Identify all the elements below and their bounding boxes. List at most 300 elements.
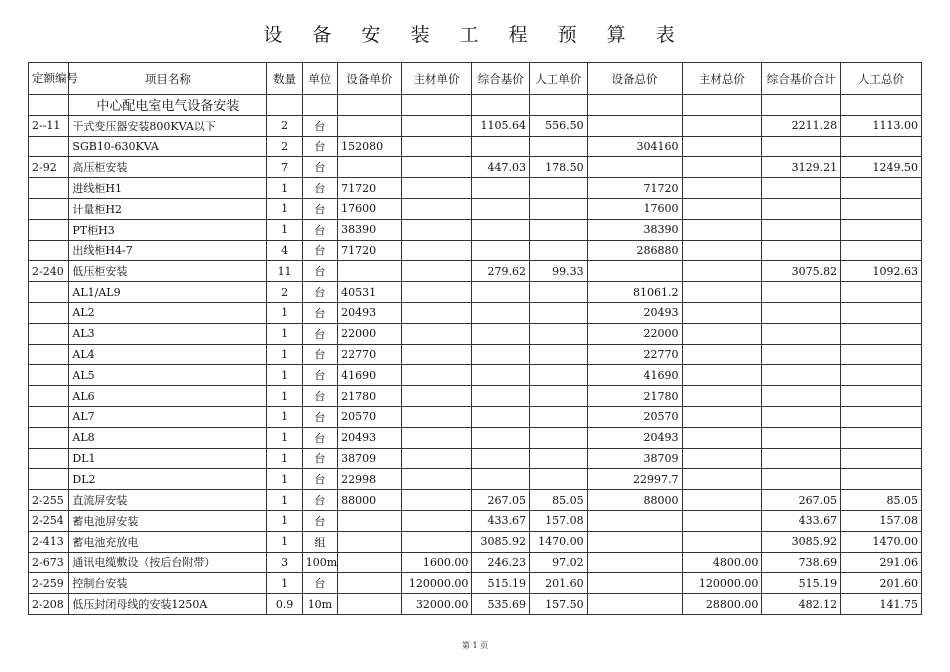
- table-row: [29, 136, 922, 157]
- cell-labor-total: 141.75: [841, 594, 922, 615]
- cell-equip-unit-price: 152080: [338, 136, 402, 157]
- cell-labor-total: 157.08: [841, 510, 922, 531]
- table-row: [29, 219, 922, 240]
- cell-labor-unit-price: [530, 344, 588, 365]
- cell-main-total: [682, 448, 762, 469]
- cell-name: 出线柜H4-7: [69, 240, 267, 261]
- cell-labor-total: [841, 95, 922, 116]
- cell-comp-base-price: [472, 427, 530, 448]
- cell-labor-total: 1249.50: [841, 157, 922, 178]
- cell-comp-base-total: [762, 178, 841, 199]
- cell-equip-unit-price: [338, 157, 402, 178]
- cell-labor-total: [841, 302, 922, 323]
- cell-main-total: [682, 240, 762, 261]
- cell-unit: [302, 95, 337, 116]
- cell-unit: 组: [302, 531, 337, 552]
- cell-comp-base-price: [472, 302, 530, 323]
- cell-comp-base-total: 433.67: [762, 510, 841, 531]
- cell-qty: 1: [267, 302, 302, 323]
- cell-qty: 1: [267, 469, 302, 490]
- cell-labor-unit-price: 85.05: [530, 490, 588, 511]
- cell-main-total: [682, 323, 762, 344]
- cell-code: [29, 95, 69, 116]
- cell-labor-total: [841, 365, 922, 386]
- cell-labor-unit-price: [530, 178, 588, 199]
- cell-comp-base-total: [762, 219, 841, 240]
- cell-comp-base-total: [762, 198, 841, 219]
- table-row: [29, 448, 922, 469]
- header-qty: 数量: [267, 63, 302, 95]
- cell-name: AL8: [69, 427, 267, 448]
- budget-table: [28, 62, 922, 615]
- cell-main-total: [682, 531, 762, 552]
- cell-comp-base-total: [762, 136, 841, 157]
- cell-name: 计量柜H2: [69, 198, 267, 219]
- cell-name: AL4: [69, 344, 267, 365]
- cell-equip-unit-price: 88000: [338, 490, 402, 511]
- cell-unit: 台: [302, 261, 337, 282]
- cell-main-unit-price: [401, 219, 472, 240]
- cell-code: [29, 469, 69, 490]
- cell-main-unit-price: [401, 531, 472, 552]
- cell-comp-base-price: 246.23: [472, 552, 530, 573]
- cell-main-total: [682, 261, 762, 282]
- table-row: [29, 573, 922, 594]
- cell-labor-total: [841, 427, 922, 448]
- cell-qty: 3: [267, 552, 302, 573]
- cell-comp-base-total: 2211.28: [762, 115, 841, 136]
- cell-labor-total: 85.05: [841, 490, 922, 511]
- cell-qty: 1: [267, 510, 302, 531]
- cell-unit: 台: [302, 510, 337, 531]
- cell-code: 2-259: [29, 573, 69, 594]
- table-row: [29, 344, 922, 365]
- cell-equip-total: 81061.2: [587, 282, 682, 303]
- cell-labor-total: 1113.00: [841, 115, 922, 136]
- cell-qty: 1: [267, 490, 302, 511]
- cell-name: AL5: [69, 365, 267, 386]
- cell-equip-unit-price: [338, 573, 402, 594]
- cell-comp-base-price: [472, 344, 530, 365]
- table-row: [29, 323, 922, 344]
- table-row: [29, 240, 922, 261]
- table-header-row: [29, 63, 922, 95]
- cell-unit: 100m: [302, 552, 337, 573]
- cell-main-unit-price: [401, 448, 472, 469]
- cell-name: 控制台安装: [69, 573, 267, 594]
- cell-qty: 1: [267, 323, 302, 344]
- cell-code: 2--11: [29, 115, 69, 136]
- cell-equip-unit-price: 38390: [338, 219, 402, 240]
- cell-name: 高压柜安装: [69, 157, 267, 178]
- cell-comp-base-price: [472, 95, 530, 116]
- cell-main-total: [682, 469, 762, 490]
- cell-labor-total: 1092.63: [841, 261, 922, 282]
- cell-comp-base-total: [762, 406, 841, 427]
- cell-name: 通讯电缆敷设（按后台附带）: [69, 552, 267, 573]
- cell-labor-unit-price: [530, 198, 588, 219]
- cell-comp-base-total: 3085.92: [762, 531, 841, 552]
- cell-main-unit-price: [401, 510, 472, 531]
- cell-code: [29, 282, 69, 303]
- cell-unit: 台: [302, 157, 337, 178]
- cell-labor-unit-price: 157.08: [530, 510, 588, 531]
- cell-main-unit-price: [401, 136, 472, 157]
- cell-main-unit-price: [401, 157, 472, 178]
- cell-name: 干式变压器安装800KVA以下: [69, 115, 267, 136]
- cell-comp-base-price: 433.67: [472, 510, 530, 531]
- cell-comp-base-total: 515.19: [762, 573, 841, 594]
- page-title: 设 备 安 装 工 程 预 算 表: [263, 24, 687, 46]
- cell-name: AL2: [69, 302, 267, 323]
- cell-qty: 7: [267, 157, 302, 178]
- cell-equip-total: [587, 115, 682, 136]
- cell-code: [29, 344, 69, 365]
- cell-code: [29, 302, 69, 323]
- cell-main-total: [682, 136, 762, 157]
- cell-unit: 台: [302, 573, 337, 594]
- cell-unit: 台: [302, 198, 337, 219]
- cell-labor-unit-price: 556.50: [530, 115, 588, 136]
- cell-qty: 1: [267, 365, 302, 386]
- cell-comp-base-total: 267.05: [762, 490, 841, 511]
- cell-main-total: 4800.00: [682, 552, 762, 573]
- cell-unit: 台: [302, 115, 337, 136]
- cell-unit: 台: [302, 219, 337, 240]
- cell-labor-total: 1470.00: [841, 531, 922, 552]
- header-comp-base-total: 综合基价合计: [762, 63, 841, 95]
- cell-code: [29, 386, 69, 407]
- cell-name: DL2: [69, 469, 267, 490]
- cell-name: AL6: [69, 386, 267, 407]
- table-row: [29, 157, 922, 178]
- cell-equip-unit-price: 38709: [338, 448, 402, 469]
- cell-name: PT柜H3: [69, 219, 267, 240]
- table-row: [29, 469, 922, 490]
- cell-qty: 2: [267, 115, 302, 136]
- cell-qty: 1: [267, 427, 302, 448]
- table-row: [29, 302, 922, 323]
- cell-main-unit-price: [401, 344, 472, 365]
- cell-name: AL7: [69, 406, 267, 427]
- cell-comp-base-total: [762, 344, 841, 365]
- cell-code: [29, 365, 69, 386]
- cell-qty: 1: [267, 198, 302, 219]
- cell-qty: [267, 95, 302, 116]
- cell-comp-base-total: [762, 386, 841, 407]
- cell-equip-total: [587, 157, 682, 178]
- cell-code: [29, 219, 69, 240]
- cell-comp-base-total: 3075.82: [762, 261, 841, 282]
- cell-equip-unit-price: 20493: [338, 302, 402, 323]
- cell-qty: 1: [267, 178, 302, 199]
- cell-equip-total: 71720: [587, 178, 682, 199]
- cell-main-total: [682, 490, 762, 511]
- cell-code: [29, 448, 69, 469]
- cell-unit: 台: [302, 282, 337, 303]
- cell-main-total: [682, 386, 762, 407]
- cell-comp-base-price: 515.19: [472, 573, 530, 594]
- cell-equip-total: 20493: [587, 302, 682, 323]
- cell-comp-base-price: 279.62: [472, 261, 530, 282]
- cell-labor-unit-price: 178.50: [530, 157, 588, 178]
- cell-labor-total: [841, 448, 922, 469]
- cell-qty: 2: [267, 282, 302, 303]
- cell-equip-unit-price: 22000: [338, 323, 402, 344]
- cell-labor-unit-price: [530, 136, 588, 157]
- cell-qty: 1: [267, 219, 302, 240]
- section-row: [29, 95, 922, 116]
- cell-code: 2-240: [29, 261, 69, 282]
- cell-comp-base-total: [762, 365, 841, 386]
- cell-main-unit-price: [401, 95, 472, 116]
- header-name: 项目名称: [69, 63, 267, 95]
- cell-labor-total: [841, 198, 922, 219]
- cell-equip-unit-price: 71720: [338, 240, 402, 261]
- cell-equip-unit-price: 21780: [338, 386, 402, 407]
- cell-equip-unit-price: 22998: [338, 469, 402, 490]
- cell-comp-base-price: [472, 365, 530, 386]
- cell-labor-unit-price: [530, 427, 588, 448]
- cell-main-total: [682, 198, 762, 219]
- cell-comp-base-price: [472, 323, 530, 344]
- cell-qty: 11: [267, 261, 302, 282]
- header-unit: 单位: [302, 63, 337, 95]
- cell-main-total: 120000.00: [682, 573, 762, 594]
- table-row: [29, 365, 922, 386]
- cell-equip-total: 20570: [587, 406, 682, 427]
- cell-qty: 2: [267, 136, 302, 157]
- cell-labor-unit-price: [530, 302, 588, 323]
- cell-labor-unit-price: 201.60: [530, 573, 588, 594]
- cell-main-total: [682, 510, 762, 531]
- cell-comp-base-price: [472, 178, 530, 199]
- table-row: [29, 406, 922, 427]
- table-row: [29, 531, 922, 552]
- header-labor-total: 人工总价: [841, 63, 922, 95]
- cell-comp-base-price: 535.69: [472, 594, 530, 615]
- cell-labor-unit-price: [530, 469, 588, 490]
- cell-code: 2-92: [29, 157, 69, 178]
- cell-code: [29, 406, 69, 427]
- cell-main-total: [682, 178, 762, 199]
- cell-code: 2-254: [29, 510, 69, 531]
- cell-labor-total: [841, 136, 922, 157]
- cell-labor-unit-price: [530, 365, 588, 386]
- cell-main-unit-price: [401, 406, 472, 427]
- cell-labor-unit-price: [530, 386, 588, 407]
- cell-qty: 1: [267, 386, 302, 407]
- cell-labor-unit-price: [530, 282, 588, 303]
- cell-main-total: [682, 95, 762, 116]
- table-row: [29, 386, 922, 407]
- cell-equip-unit-price: 17600: [338, 198, 402, 219]
- cell-main-unit-price: 1600.00: [401, 552, 472, 573]
- cell-unit: 台: [302, 386, 337, 407]
- cell-code: [29, 323, 69, 344]
- cell-labor-total: [841, 282, 922, 303]
- cell-labor-total: [841, 386, 922, 407]
- cell-main-unit-price: [401, 427, 472, 448]
- cell-main-unit-price: [401, 323, 472, 344]
- cell-comp-base-price: [472, 240, 530, 261]
- cell-equip-total: 286880: [587, 240, 682, 261]
- cell-main-total: [682, 344, 762, 365]
- cell-equip-unit-price: [338, 261, 402, 282]
- cell-labor-total: 291.06: [841, 552, 922, 573]
- cell-comp-base-total: [762, 323, 841, 344]
- cell-main-unit-price: [401, 386, 472, 407]
- table-body: [29, 95, 922, 615]
- cell-unit: 台: [302, 365, 337, 386]
- cell-main-total: 28800.00: [682, 594, 762, 615]
- cell-equip-total: 304160: [587, 136, 682, 157]
- cell-equip-total: 22997.7: [587, 469, 682, 490]
- cell-comp-base-price: [472, 198, 530, 219]
- cell-comp-base-total: 482.12: [762, 594, 841, 615]
- cell-unit: 台: [302, 448, 337, 469]
- cell-equip-total: 17600: [587, 198, 682, 219]
- cell-equip-total: 21780: [587, 386, 682, 407]
- cell-comp-base-total: [762, 240, 841, 261]
- cell-labor-unit-price: [530, 323, 588, 344]
- cell-equip-total: [587, 95, 682, 116]
- table-row: [29, 594, 922, 615]
- cell-equip-unit-price: 22770: [338, 344, 402, 365]
- cell-main-unit-price: [401, 261, 472, 282]
- cell-main-unit-price: [401, 469, 472, 490]
- cell-code: [29, 240, 69, 261]
- cell-comp-base-total: [762, 448, 841, 469]
- cell-comp-base-total: [762, 469, 841, 490]
- table-row: [29, 115, 922, 136]
- header-comp-base-price: 综合基价: [472, 63, 530, 95]
- cell-labor-total: [841, 240, 922, 261]
- cell-unit: 台: [302, 490, 337, 511]
- cell-name: 低压封闭母线的安装1250A: [69, 594, 267, 615]
- cell-name: 直流屏安装: [69, 490, 267, 511]
- cell-unit: 台: [302, 344, 337, 365]
- cell-code: [29, 178, 69, 199]
- cell-comp-base-price: [472, 282, 530, 303]
- cell-qty: 1: [267, 406, 302, 427]
- cell-main-total: [682, 302, 762, 323]
- cell-main-unit-price: [401, 365, 472, 386]
- cell-unit: 台: [302, 427, 337, 448]
- cell-labor-unit-price: [530, 240, 588, 261]
- cell-main-total: [682, 115, 762, 136]
- cell-comp-base-price: 3085.92: [472, 531, 530, 552]
- cell-equip-unit-price: [338, 531, 402, 552]
- cell-unit: 台: [302, 302, 337, 323]
- cell-comp-base-price: [472, 219, 530, 240]
- cell-unit: 台: [302, 469, 337, 490]
- cell-main-unit-price: [401, 282, 472, 303]
- cell-main-unit-price: [401, 115, 472, 136]
- cell-main-total: [682, 406, 762, 427]
- cell-labor-unit-price: 99.33: [530, 261, 588, 282]
- cell-unit: 台: [302, 323, 337, 344]
- cell-name: 低压柜安装: [69, 261, 267, 282]
- cell-equip-total: 22000: [587, 323, 682, 344]
- cell-qty: 1: [267, 531, 302, 552]
- cell-name: AL1/AL9: [69, 282, 267, 303]
- cell-equip-unit-price: [338, 552, 402, 573]
- cell-labor-unit-price: 97.02: [530, 552, 588, 573]
- header-equip-unit-price: 设备单价: [338, 63, 402, 95]
- cell-labor-total: [841, 344, 922, 365]
- cell-name: 中心配电室电气设备安装: [69, 95, 267, 116]
- cell-labor-total: [841, 178, 922, 199]
- cell-labor-unit-price: [530, 448, 588, 469]
- cell-main-unit-price: [401, 302, 472, 323]
- cell-name: SGB10-630KVA: [69, 136, 267, 157]
- cell-comp-base-price: [472, 386, 530, 407]
- cell-equip-total: 22770: [587, 344, 682, 365]
- header-code: 定额编号: [29, 63, 69, 95]
- cell-equip-unit-price: 20570: [338, 406, 402, 427]
- cell-equip-total: 38390: [587, 219, 682, 240]
- cell-code: 2-255: [29, 490, 69, 511]
- cell-unit: 台: [302, 406, 337, 427]
- cell-equip-total: [587, 261, 682, 282]
- cell-equip-total: [587, 594, 682, 615]
- cell-qty: 0.9: [267, 594, 302, 615]
- cell-comp-base-total: [762, 302, 841, 323]
- cell-main-unit-price: [401, 490, 472, 511]
- cell-name: 进线柜H1: [69, 178, 267, 199]
- cell-main-total: [682, 427, 762, 448]
- cell-labor-unit-price: [530, 95, 588, 116]
- header-labor-unit-price: 人工单价: [530, 63, 588, 95]
- cell-labor-unit-price: [530, 406, 588, 427]
- table-row: [29, 427, 922, 448]
- cell-equip-total: [587, 552, 682, 573]
- cell-main-unit-price: [401, 178, 472, 199]
- cell-comp-base-total: [762, 95, 841, 116]
- cell-equip-unit-price: [338, 594, 402, 615]
- cell-main-unit-price: 32000.00: [401, 594, 472, 615]
- cell-name: DL1: [69, 448, 267, 469]
- cell-equip-total: [587, 531, 682, 552]
- cell-name: AL3: [69, 323, 267, 344]
- cell-code: 2-413: [29, 531, 69, 552]
- cell-equip-total: 88000: [587, 490, 682, 511]
- cell-qty: 1: [267, 448, 302, 469]
- cell-main-total: [682, 282, 762, 303]
- cell-comp-base-total: [762, 427, 841, 448]
- cell-equip-total: 41690: [587, 365, 682, 386]
- table-row: [29, 552, 922, 573]
- cell-comp-base-price: 447.03: [472, 157, 530, 178]
- cell-unit: 台: [302, 240, 337, 261]
- cell-equip-total: 38709: [587, 448, 682, 469]
- cell-labor-unit-price: [530, 219, 588, 240]
- cell-labor-unit-price: 157.50: [530, 594, 588, 615]
- cell-comp-base-price: 267.05: [472, 490, 530, 511]
- table-row: [29, 490, 922, 511]
- cell-comp-base-total: [762, 282, 841, 303]
- cell-main-total: [682, 157, 762, 178]
- cell-equip-unit-price: 40531: [338, 282, 402, 303]
- cell-comp-base-price: [472, 469, 530, 490]
- cell-code: [29, 198, 69, 219]
- cell-main-unit-price: [401, 240, 472, 261]
- cell-equip-total: [587, 573, 682, 594]
- cell-equip-unit-price: [338, 115, 402, 136]
- cell-main-total: [682, 365, 762, 386]
- cell-code: 2-673: [29, 552, 69, 573]
